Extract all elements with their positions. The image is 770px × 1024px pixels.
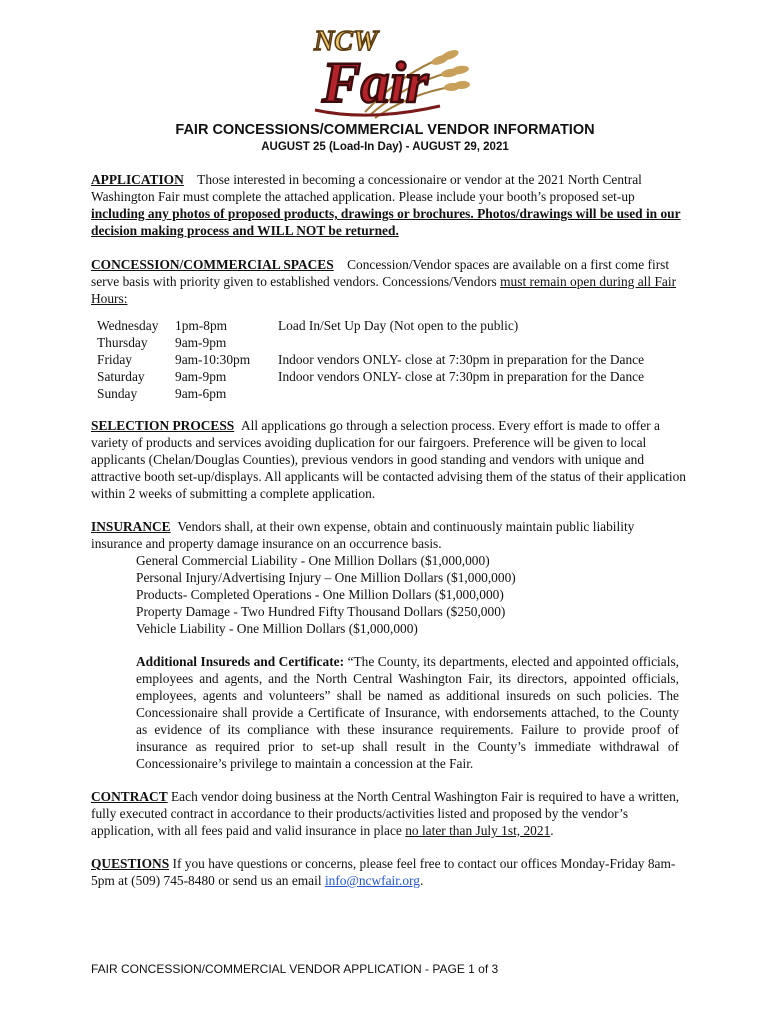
application-section xyxy=(91,171,689,239)
page-footer: FAIR CONCESSION/COMMERCIAL VENDOR APPLICATION - PAGE 1 of 3 xyxy=(91,962,499,976)
hours-time: 9am-10:30pm xyxy=(175,352,251,367)
application-heading: APPLICATION xyxy=(91,172,184,187)
contract-text: Each vendor doing business at the North Central Washington Fair is required to have a written, fully executed contract in accordance to their products/activities listed and proposed by the vendor’s application, with all fees paid and valid insurance in place xyxy=(91,789,680,838)
hours-time: 9am-6pm xyxy=(175,386,227,401)
hours-day: Wednesday xyxy=(97,318,159,333)
questions-text: If you have questions or concerns, please feel free to contact our offices Monday-Friday 8am-5pm at (509) 745-8480 or send us an email xyxy=(91,856,676,888)
questions-heading: QUESTIONS xyxy=(91,856,170,871)
insurance-heading: INSURANCE xyxy=(91,519,171,534)
table-row xyxy=(97,317,644,334)
hours-note: Indoor vendors ONLY- close at 7:30pm in preparation for the Dance xyxy=(278,369,645,384)
list-item: Property Damage - Two Hundred Fifty Thousand Dollars ($250,000) xyxy=(136,604,506,619)
hours-note xyxy=(278,385,644,402)
table-row xyxy=(97,385,644,402)
contract-end: . xyxy=(550,823,554,838)
additional-insureds-lead: Additional Insureds and Certificate: xyxy=(136,654,345,669)
insurance-section xyxy=(91,518,689,552)
additional-insureds xyxy=(136,653,679,772)
list-item: General Commercial Liability - One Million Dollars ($1,000,000) xyxy=(136,553,490,568)
hours-note: Load In/Set Up Day (Not open to the public) xyxy=(278,318,519,333)
questions-section xyxy=(91,855,689,889)
application-bold-text: including any photos of proposed products, drawings or brochures. Photos/drawings will be used in our decision making process and WILL NOT be returned. xyxy=(91,206,681,238)
table-row xyxy=(97,351,644,368)
table-row xyxy=(97,368,644,385)
hours-time: 1pm-8pm xyxy=(175,318,228,333)
table-row xyxy=(97,334,644,351)
additional-insureds-text: “The County, its departments, elected and appointed officials, employees and agents, and the North Central Washington Fair, its directors, appointed officials, employees, agents and volunteers” shall be named as additional insureds on such policies. The Concessionaire shall provide a Certificate of Insurance, with endorsements attached, to the County as evidence of its compliance with these insurance requirements. Failure to provide proof of insurance as required prior to set-up shall result in the County’s immediate withdrawal of Concessionaire’s privilege to maintain a concession at the Fair. xyxy=(136,654,680,771)
selection-section xyxy=(91,417,689,502)
hours-time: 9am-9pm xyxy=(175,369,227,384)
logo-ncw-text: NCW xyxy=(314,26,378,57)
selection-text: All applications go through a selection process. Every effort is made to offer a variety of products and services avoiding duplication for our fairgoers. Preference will be given to local applicants (Chelan/Douglas Counties), previous vendors in good standing and vendors with unique and attractive booth set-up/displays. All applicants will be contacted advising them of the status of their application within 2 weeks of submitting a complete application. xyxy=(91,418,686,501)
hours-note: Indoor vendors ONLY- close at 7:30pm in preparation for the Dance xyxy=(278,352,645,367)
questions-end: . xyxy=(419,873,424,888)
spaces-section xyxy=(91,256,689,307)
selection-heading: SELECTION PROCESS xyxy=(91,418,235,433)
contract-heading: CONTRACT xyxy=(91,789,168,804)
spaces-text: Concession/Vendor spaces are available on a first come first serve basis with priority given to established vendors. Concessions/Vendors xyxy=(91,257,670,289)
spaces-underlined-text: must remain open during all Fair Hours: xyxy=(91,274,677,306)
list-item: Personal Injury/Advertising Injury – One Million Dollars ($1,000,000) xyxy=(136,570,516,585)
application-text: Those interested in becoming a concessionaire or vendor at the 2021 North Central Washington Fair must complete the attached application. Please include your booth’s proposed set-up xyxy=(91,172,642,204)
spaces-heading: CONCESSION/COMMERCIAL SPACES xyxy=(91,257,334,272)
contract-deadline: no later than July 1st, 2021 xyxy=(405,823,551,838)
hours-time: 9am-9pm xyxy=(175,335,227,350)
coverage-list xyxy=(136,552,516,637)
contract-section xyxy=(91,788,689,839)
hours-day: Friday xyxy=(97,352,132,367)
hours-day: Thursday xyxy=(97,335,148,350)
page-subtitle: AUGUST 25 (Load-In Day) - AUGUST 29, 2021 xyxy=(261,141,509,153)
list-item: Vehicle Liability - One Million Dollars ($1,000,000) xyxy=(136,621,418,636)
hours-day: Sunday xyxy=(97,386,138,401)
ncw-fair-logo xyxy=(300,10,470,122)
list-item: Products- Completed Operations - One Million Dollars ($1,000,000) xyxy=(136,587,504,602)
email-link[interactable]: info@ncwfair.org xyxy=(324,873,420,888)
hours-day: Saturday xyxy=(97,369,145,384)
hours-note xyxy=(278,334,644,351)
insurance-text: Vendors shall, at their own expense, obtain and continuously maintain public liability insurance and property damage insurance on an occurrence basis. xyxy=(91,519,635,551)
fair-hours-table xyxy=(97,317,644,402)
page-title: FAIR CONCESSIONS/COMMERCIAL VENDOR INFORMATION xyxy=(175,122,595,138)
logo-fair-text: Fair xyxy=(322,50,429,115)
